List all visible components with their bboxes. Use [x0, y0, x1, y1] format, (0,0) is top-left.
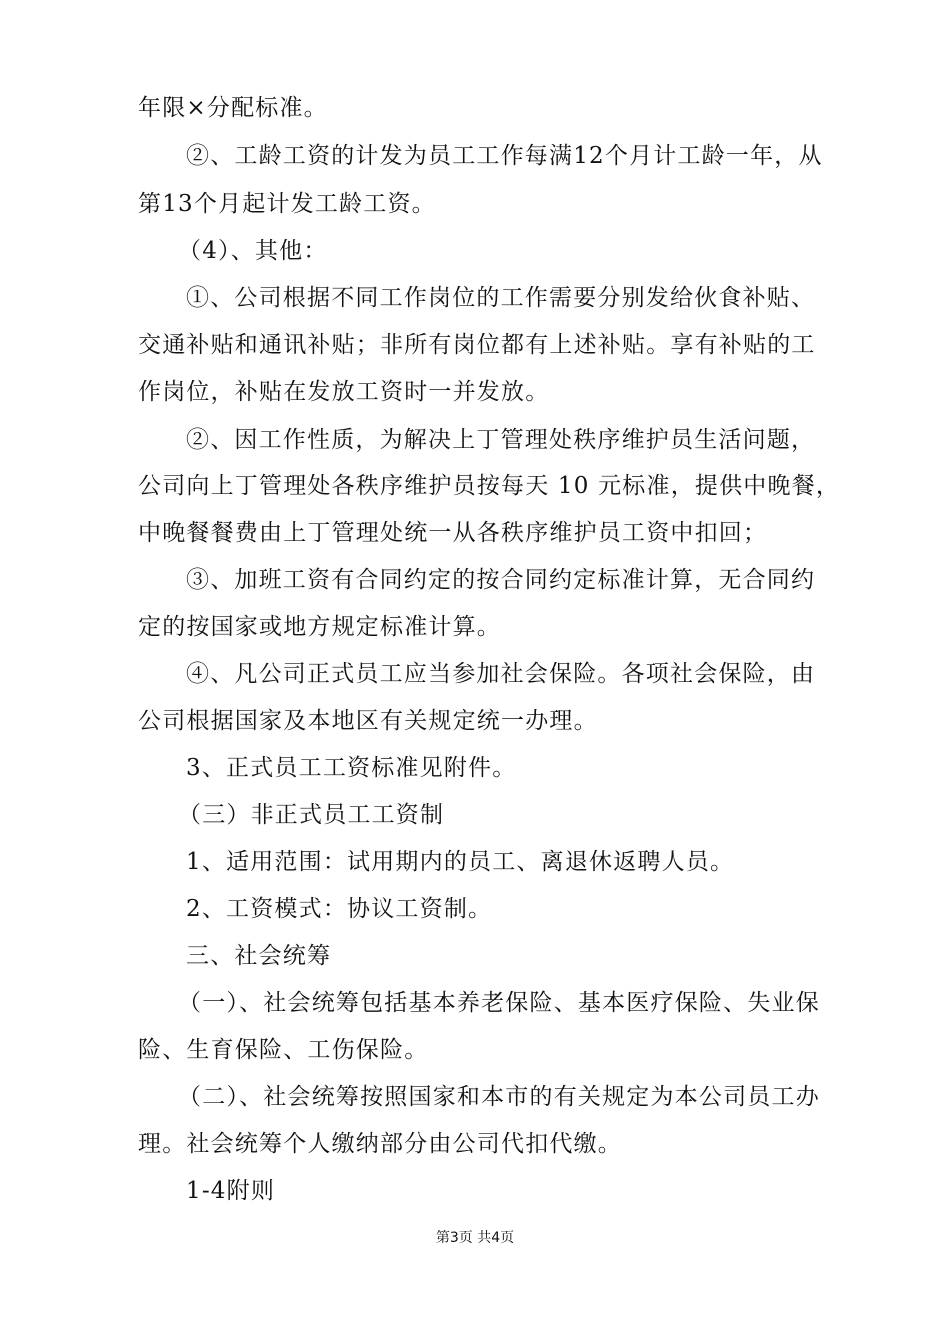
text-line: 交通补贴和通讯补贴；非所有岗位都有上述补贴。享有补贴的工 [138, 332, 816, 358]
text-line: 定的按国家或地方规定标准计算。 [138, 614, 501, 640]
page-number: 第3页 共4页 [435, 1230, 515, 1246]
text-line: 3、正式员工工资标准见附件。 [186, 755, 517, 781]
text-line: 险、生育保险、工伤保险。 [138, 1037, 429, 1063]
text-line: ②、因工作性质，为解决上丁管理处秩序维护员生活问题， [186, 427, 816, 453]
text-line: ④、凡公司正式员工应当参加社会保险。各项社会保险，由 [186, 661, 816, 687]
text-line: ③、加班工资有合同约定的按合同约定标准计算，无合同约 [186, 567, 816, 593]
text-line: 理。社会统筹个人缴纳部分由公司代扣代缴。 [138, 1131, 622, 1157]
text-line: ②、工龄工资的计发为员工工作每满12个月计工龄一年，从 [186, 143, 823, 169]
text-line: 公司根据国家及本地区有关规定统一办理。 [138, 708, 598, 734]
text-line: 1、适用范围：试用期内的员工、离退休返聘人员。 [186, 849, 735, 875]
text-line: 作岗位，补贴在发放工资时一并发放。 [138, 379, 550, 405]
text-line: 2、工资模式：协议工资制。 [186, 896, 493, 922]
section-heading: 1-4附则 [186, 1178, 276, 1204]
text-line: 中晚餐餐费由上丁管理处统一从各秩序维护员工资中扣回； [138, 520, 768, 546]
text-line: ①、公司根据不同工作岗位的工作需要分别发给伙食补贴、 [186, 285, 816, 311]
section-heading: 三、社会统筹 [186, 943, 332, 969]
text-line: 公司向上丁管理处各秩序维护员按每天 10 元标准，提供中晚餐， [138, 473, 841, 499]
text-line: （4）、其他： [178, 238, 328, 264]
text-line: （一）、社会统筹包括基本养老保险、基本医疗保险、失业保 [178, 990, 820, 1016]
text-line: 第13个月起计发工龄工资。 [138, 191, 436, 217]
text-line: 年限×分配标准。 [138, 95, 328, 121]
text-line: （三）非正式员工工资制 [178, 802, 445, 828]
text-line: （二）、社会统筹按照国家和本市的有关规定为本公司员工办 [178, 1084, 820, 1110]
